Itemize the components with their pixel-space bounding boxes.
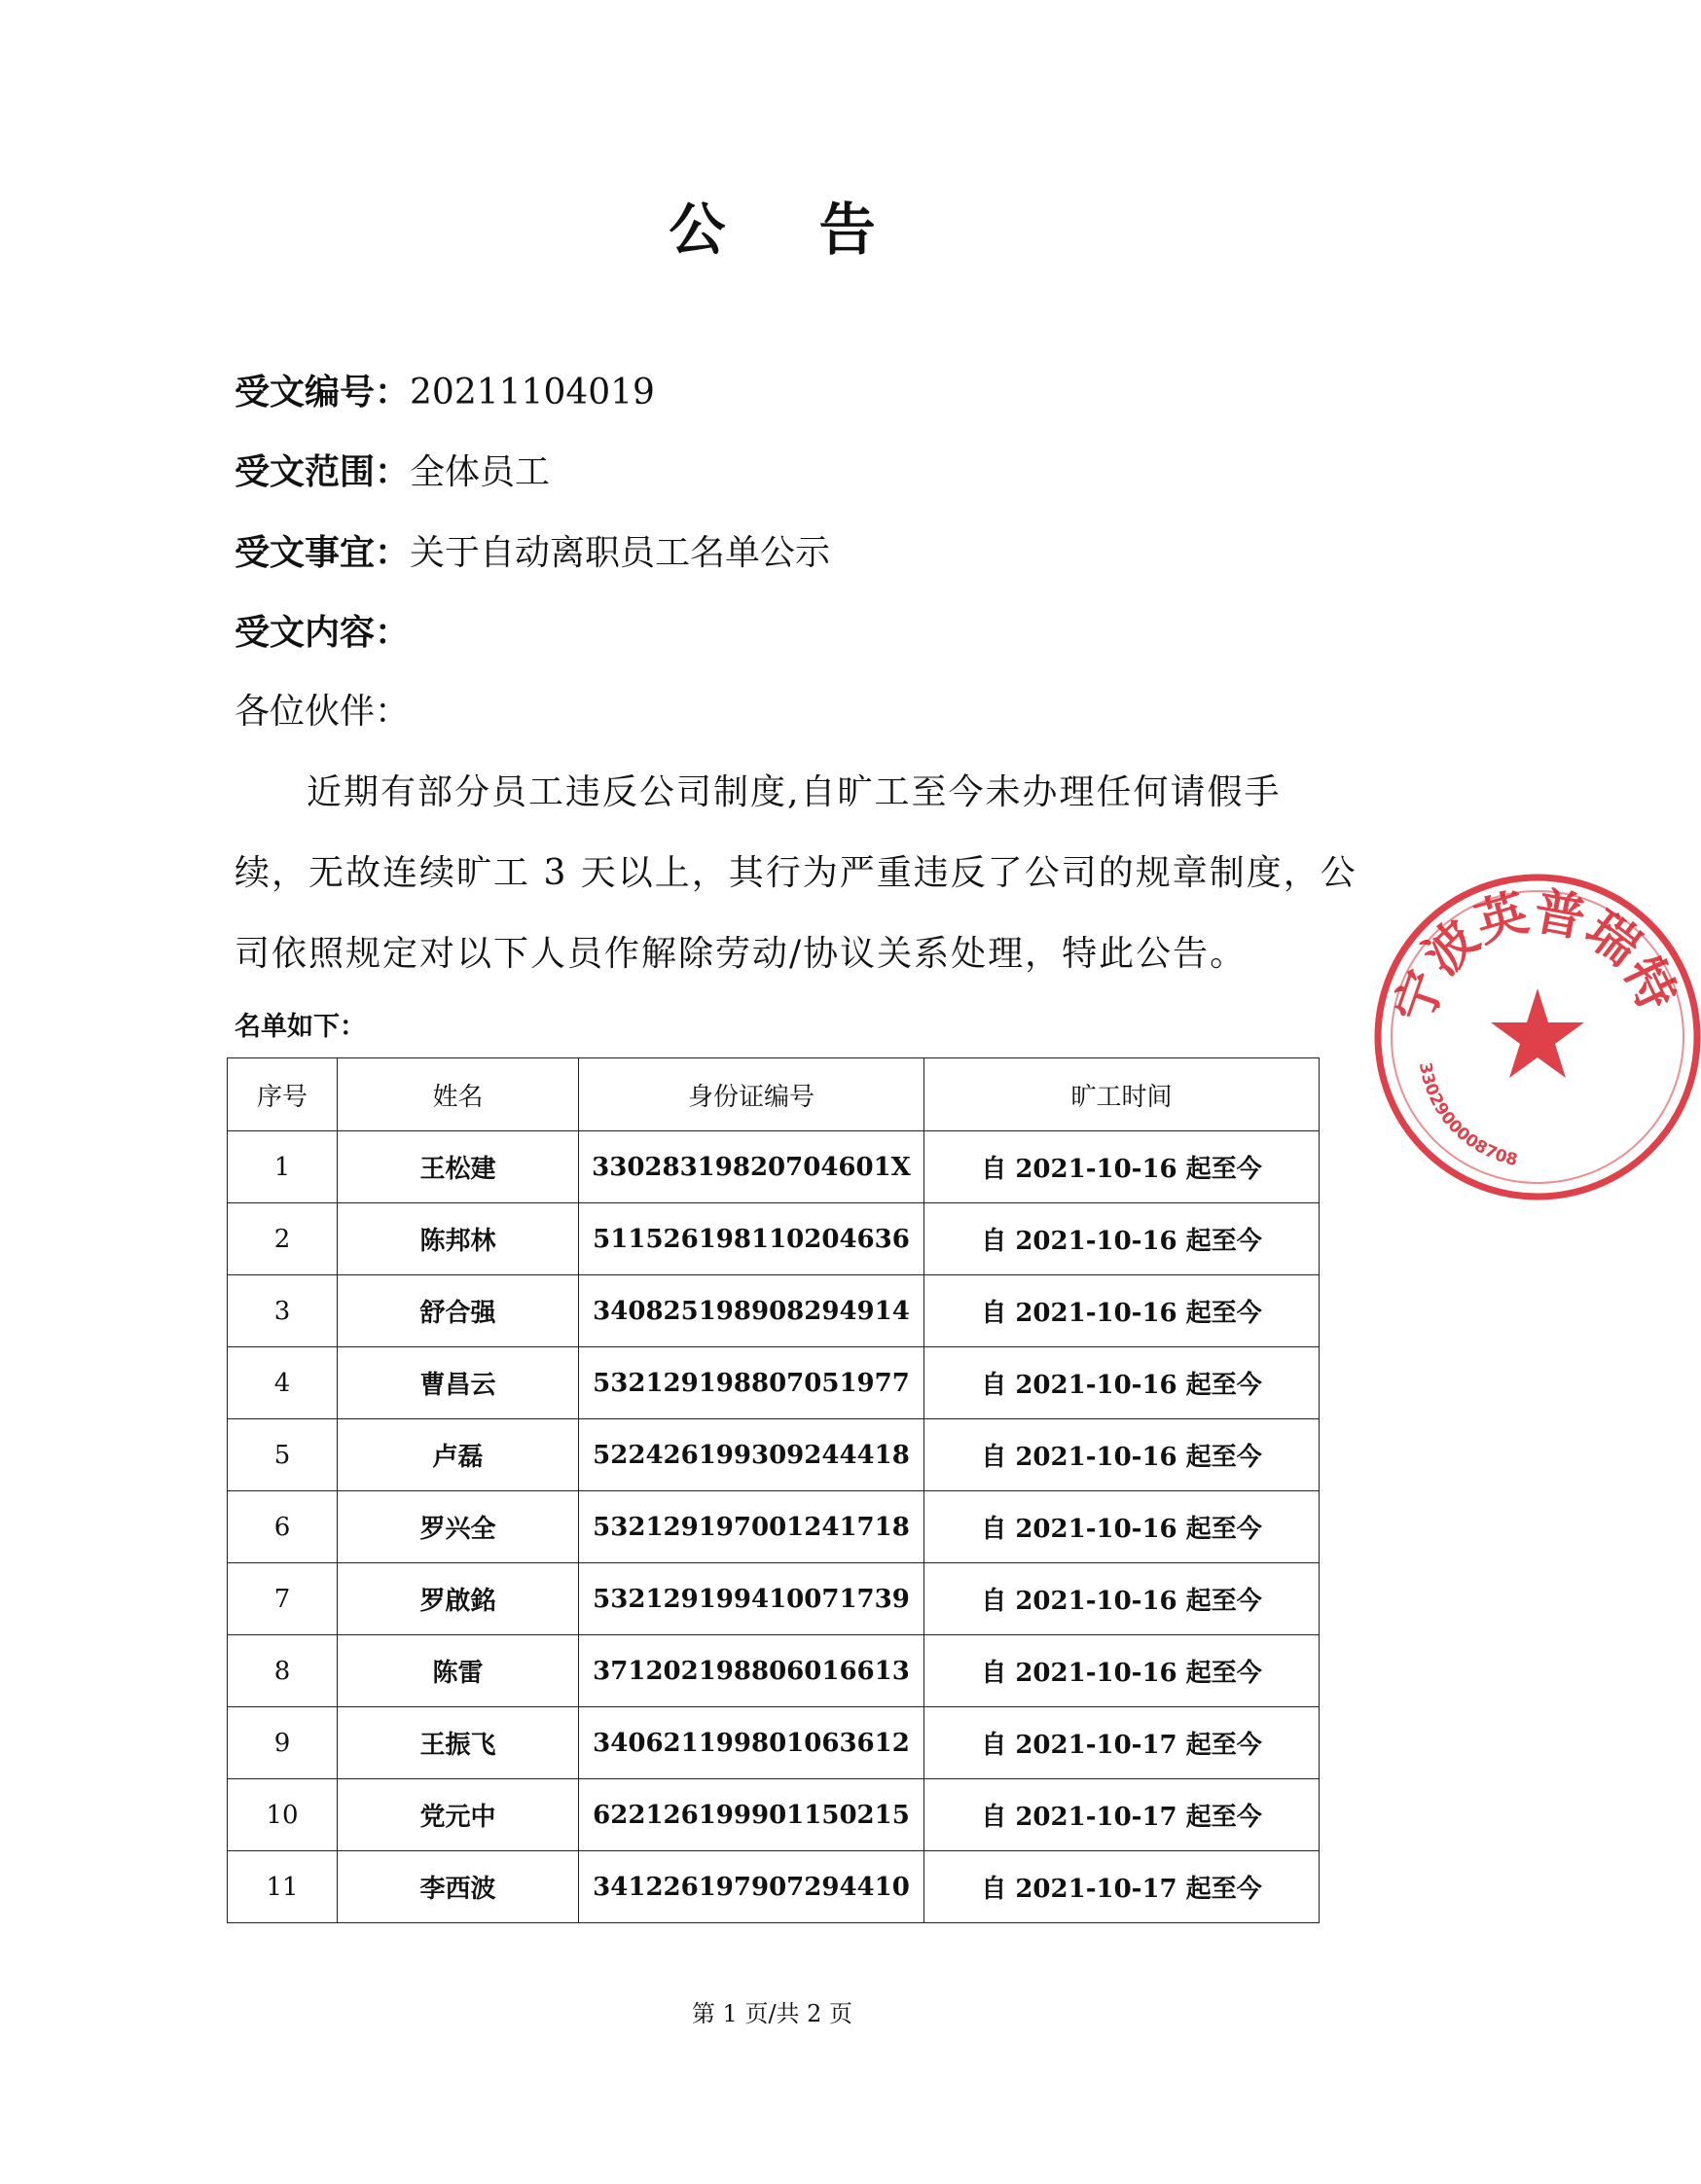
table-row — [228, 1851, 1320, 1923]
cell-seq: 7 — [228, 1563, 338, 1635]
meta-number-label: 受文编号： — [235, 372, 411, 412]
table-header-row — [228, 1058, 1320, 1131]
meta-subject — [235, 528, 830, 578]
cell-name: 曹昌云 — [338, 1347, 579, 1419]
cell-time: 自 2021-10-16 起至今 — [924, 1203, 1320, 1275]
cell-id: 341226197907294410 — [579, 1851, 924, 1923]
seal-number-text: 3302900008708 — [1414, 1060, 1520, 1170]
cell-time: 自 2021-10-16 起至今 — [924, 1275, 1320, 1347]
cell-id: 532129199410071739 — [579, 1563, 924, 1635]
meta-content-label: 受文内容： — [235, 612, 411, 653]
table-row — [228, 1635, 1320, 1707]
table-row — [228, 1419, 1320, 1491]
cell-id: 532129198807051977 — [579, 1347, 924, 1419]
document-title: 公 告 — [669, 197, 913, 263]
cell-time: 自 2021-10-17 起至今 — [924, 1779, 1320, 1851]
table-row — [228, 1707, 1320, 1779]
table-row — [228, 1779, 1320, 1851]
body-line-3: 司依照规定对以下人员作解除劳动/协议关系处理，特此公告。 — [235, 934, 1248, 974]
cell-id: 340825198908294914 — [579, 1275, 924, 1347]
meta-number — [235, 368, 655, 417]
cell-name: 陈邦林 — [338, 1203, 579, 1275]
cell-name: 罗兴全 — [338, 1491, 579, 1563]
cell-time: 自 2021-10-16 起至今 — [924, 1347, 1320, 1419]
cell-name: 李西波 — [338, 1851, 579, 1923]
header-seq: 序号 — [228, 1058, 338, 1131]
cell-time: 自 2021-10-17 起至今 — [924, 1707, 1320, 1779]
header-time: 旷工时间 — [924, 1058, 1320, 1131]
cell-name: 卢磊 — [338, 1419, 579, 1491]
cell-seq: 10 — [228, 1779, 338, 1851]
table-row — [228, 1491, 1320, 1563]
cell-seq: 2 — [228, 1203, 338, 1275]
table-row — [228, 1347, 1320, 1419]
cell-id: 371202198806016613 — [579, 1635, 924, 1707]
seal-star-icon — [1491, 988, 1584, 1078]
cell-id: 622126199901150215 — [579, 1779, 924, 1851]
cell-time: 自 2021-10-16 起至今 — [924, 1563, 1320, 1635]
cell-time: 自 2021-10-16 起至今 — [924, 1635, 1320, 1707]
header-name: 姓名 — [338, 1058, 579, 1131]
cell-seq: 3 — [228, 1275, 338, 1347]
cell-id: 522426199309244418 — [579, 1419, 924, 1491]
page-footer: 第 1 页/共 2 页 — [691, 2000, 853, 2027]
cell-name: 党元中 — [338, 1779, 579, 1851]
table-row — [228, 1275, 1320, 1347]
cell-name: 王振飞 — [338, 1707, 579, 1779]
table-row — [228, 1131, 1320, 1203]
cell-name: 舒合强 — [338, 1275, 579, 1347]
cell-time: 自 2021-10-17 起至今 — [924, 1851, 1320, 1923]
meta-scope-value: 全体员工 — [410, 452, 551, 492]
meta-subject-value: 关于自动离职员工名单公示 — [410, 533, 831, 573]
cell-seq: 11 — [228, 1851, 338, 1923]
cell-seq: 8 — [228, 1635, 338, 1707]
cell-id: 532129197001241718 — [579, 1491, 924, 1563]
cell-seq: 1 — [228, 1131, 338, 1203]
cell-seq: 9 — [228, 1707, 338, 1779]
cell-seq: 5 — [228, 1419, 338, 1491]
cell-name: 罗啟銘 — [338, 1563, 579, 1635]
cell-seq: 4 — [228, 1347, 338, 1419]
dismissal-table — [227, 1057, 1320, 1923]
list-heading: 名单如下： — [235, 1012, 366, 1042]
cell-time: 自 2021-10-16 起至今 — [924, 1491, 1320, 1563]
table-row — [228, 1203, 1320, 1275]
cell-id: 340621199801063612 — [579, 1707, 924, 1779]
company-seal-stamp — [1370, 864, 1701, 1209]
body-line-2: 续，无故连续旷工 3 天以上，其行为严重违反了公司的规章制度，公 — [235, 853, 1357, 893]
header-id: 身份证编号 — [579, 1058, 924, 1131]
greeting: 各位伙伴： — [235, 692, 411, 732]
seal-company-text: 宁波英普瑞特 — [1385, 881, 1686, 1031]
cell-time: 自 2021-10-16 起至今 — [924, 1419, 1320, 1491]
cell-name: 王松建 — [338, 1131, 579, 1203]
cell-seq: 6 — [228, 1491, 338, 1563]
body-line-1: 近期有部分员工违反公司制度,自旷工至今未办理任何请假手 — [307, 772, 1282, 812]
cell-name: 陈雷 — [338, 1635, 579, 1707]
table-row — [228, 1563, 1320, 1635]
meta-subject-label: 受文事宜： — [235, 532, 411, 573]
cell-id: 511526198110204636 — [579, 1203, 924, 1275]
meta-content — [235, 608, 410, 658]
meta-scope-label: 受文范围： — [235, 451, 411, 492]
meta-number-value: 20211104019 — [410, 373, 655, 412]
cell-time: 自 2021-10-16 起至今 — [924, 1131, 1320, 1203]
meta-scope — [235, 448, 550, 497]
cell-id: 33028319820704601X — [579, 1131, 924, 1203]
